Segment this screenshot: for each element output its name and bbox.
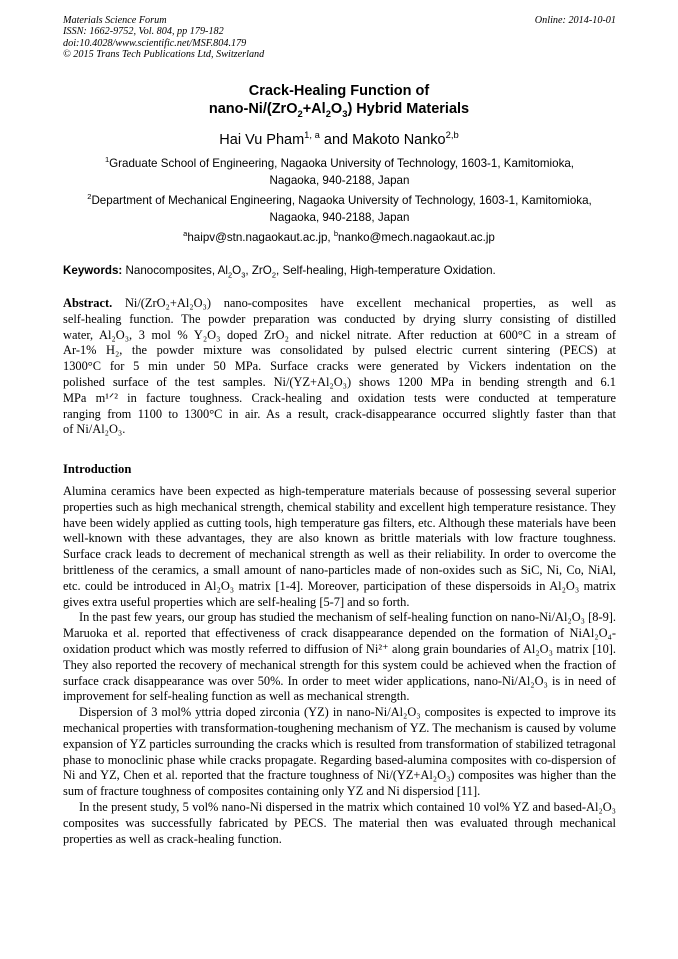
- keywords-sub: 2: [227, 270, 233, 280]
- abstract-line: Ni/(ZrO₂+Al₂O₃) nano-composites have excellent mechanical properties, as well as: [112, 296, 616, 310]
- email-mark: b: [333, 229, 339, 239]
- introduction-body: [63, 484, 616, 847]
- paragraph: Dispersion of 3 mol% yttria doped zirconia (YZ) in nano-Ni/Al₂O₃ composites is expected to improve its mechanical properties with transformation-toughening mechanism of YZ. The mechanism is caused by volume expansion of YZ particles surrounding the cracks which is resulted from transformation of stabilized tetragonal phase to monoclinic phase while cracks propagate. Regarding based-alumina composites with co-dispersion of Ni and YZ, Chen et al. reported that the fracture toughness of Ni/(YZ+Al₂O₃) composites was higher than the sum of fracture toughness of composites containing only YZ and Ni dispersiod [11].: [63, 705, 616, 799]
- keywords-text: O: [232, 264, 242, 277]
- keywords-text: Nanocomposites, Al: [122, 264, 228, 277]
- author-name: Makoto Nanko: [352, 132, 446, 148]
- copyright-line: © 2015 Trans Tech Publications Ltd, Switzerland: [63, 48, 265, 60]
- title-part: nano-Ni/(ZrO: [208, 101, 298, 117]
- title-part: +Al: [302, 101, 326, 117]
- email-mark: a: [183, 229, 188, 239]
- abstract-line: polished surface of the test samples. Ni/(YZ+Al₂O₃) shows 1200 MPa in bending strength and 6.1: [63, 374, 616, 389]
- author-mark: 2,b: [445, 129, 459, 141]
- journal-name: Materials Science Forum: [63, 15, 167, 26]
- email-address: haipv@stn.nagaokaut.ac.jp,: [187, 231, 334, 244]
- affiliation-text: Nagaoka, 940-2188, Japan: [269, 173, 410, 187]
- abstract-line: MPa m¹ᐟ² in facture toughness. Crack-healing and oxidation tests were conducted at temperature: [63, 390, 616, 405]
- keywords-text: , Self-healing, High-temperature Oxidation.: [276, 264, 496, 277]
- title-sub: 3: [342, 107, 348, 119]
- abstract-line: water, Al₂O₃, 3 mol % Y₂O₃ doped ZrO₂ and nickel nitrate. After reduction at 600°C in a stream of: [63, 327, 616, 342]
- affiliation-mark: 1: [104, 155, 110, 165]
- affiliation-2: [63, 193, 616, 226]
- email-address: nanko@mech.nagaokaut.ac.jp: [338, 231, 495, 244]
- title-sub: 2: [325, 107, 331, 119]
- affiliation-text: Department of Mechanical Engineering, Nagaoka University of Technology, 1603-1, Kamitomioka,: [91, 194, 592, 207]
- title-part: O: [330, 101, 343, 117]
- title-part: ) Hybrid Materials: [347, 101, 470, 117]
- email-line: [0, 231, 678, 244]
- author-separator: and: [319, 132, 353, 148]
- paper-title-line2: [0, 100, 678, 118]
- abstract: [63, 296, 616, 438]
- issn-line: ISSN: 1662-9752, Vol. 804, pp 179-182: [63, 26, 224, 38]
- abstract-label: Abstract.: [63, 296, 113, 310]
- author-mark: 1, a: [304, 129, 320, 141]
- paragraph: In the present study, 5 vol% nano-Ni dispersed in the matrix which contained 10 vol% YZ and based-Al₂O₃ composites was successfully fabricated by PECS. The material then was evaluated through mechanical properties as well as crack-healing function.: [63, 799, 616, 846]
- author-line: [0, 129, 678, 148]
- affiliation-text: Graduate School of Engineering, Nagaoka University of Technology, 1603-1, Kamitomioka,: [109, 157, 575, 170]
- abstract-line: Ar-1% H₂, the powder mixture was consolidated by pulsed electric current sintering (PECS) at: [63, 343, 616, 358]
- paragraph: Alumina ceramics have been expected as high-temperature materials because of possessing several superior properties such as high mechanical strength, chemical stability and excellent high temperature resistance. They have been widely applied as cutting tools, high temperature gas filters, etc. Although these materials have been well-known with these advantages, they are also known as brittle materials with low fracture toughness. Surface crack leads to decrement of mechanical strength as well as their reliability. In order to overcome the brittleness of the ceramics, a small amount of nano-particles made of non-oxides such as SiC, Ni, Co, NiAl, etc. could be introduced in Al₂O₃ matrix [1-4]. Moreover, participation of these dispersoids in Al₂O₃ matrix gives extra useful properties which are self-healing [5-7] and so forth.: [63, 484, 616, 609]
- keywords-label: Keywords:: [63, 264, 123, 277]
- online-date: Online: 2014-10-01: [534, 15, 616, 26]
- affiliation-1: [63, 156, 616, 189]
- section-heading-introduction: Introduction: [63, 462, 132, 476]
- abstract-line: of Ni/Al₂O₃.: [63, 422, 126, 437]
- doi-line: doi:10.4028/www.scientific.net/MSF.804.179: [63, 37, 247, 49]
- abstract-line: self-healing function. The powder preparation was conducted by drying slurry consisting of distilled: [63, 311, 616, 326]
- publication-info: [63, 15, 616, 60]
- keywords: [63, 264, 616, 280]
- abstract-line: ranging from 1100 to 1300°C in air. As a result, crack-disappearance occurred slightly faster than that: [63, 406, 616, 421]
- affiliation-mark: 2: [87, 192, 92, 202]
- affiliation-text: Nagaoka, 940-2188, Japan: [269, 210, 410, 224]
- keywords-sub: 3: [241, 270, 246, 280]
- title-sub: 2: [297, 107, 303, 119]
- author-name: Hai Vu Pham: [219, 132, 305, 148]
- keywords-sub: 2: [271, 270, 277, 280]
- paragraph: In the past few years, our group has studied the mechanism of self-healing function on nano-Ni/Al₂O₃ [8-9]. Maruoka et al. reported that effectiveness of crack disappearance depended on the formation of NiAl₂O₄-oxidation product which was mostly referred to diffusion of Ni²⁺ along grain boundaries of Al₂O₃ matrix [10]. They also reported the recovery of mechanical strength for this system could be achieved when the fraction of surface crack disappearance was over 50%. In order to meet wider applications, nano-Ni/Al₂O₃ is in need of improvement for self-healing function as well as mechanical strength.: [63, 610, 616, 704]
- abstract-line: 1300°C for 5 min under 50 MPa. Surface cracks were generated by Vickers indentation on the: [63, 359, 616, 374]
- paper-title-line1: Crack-Healing Function of: [248, 83, 430, 99]
- keywords-text: , ZrO: [245, 264, 272, 277]
